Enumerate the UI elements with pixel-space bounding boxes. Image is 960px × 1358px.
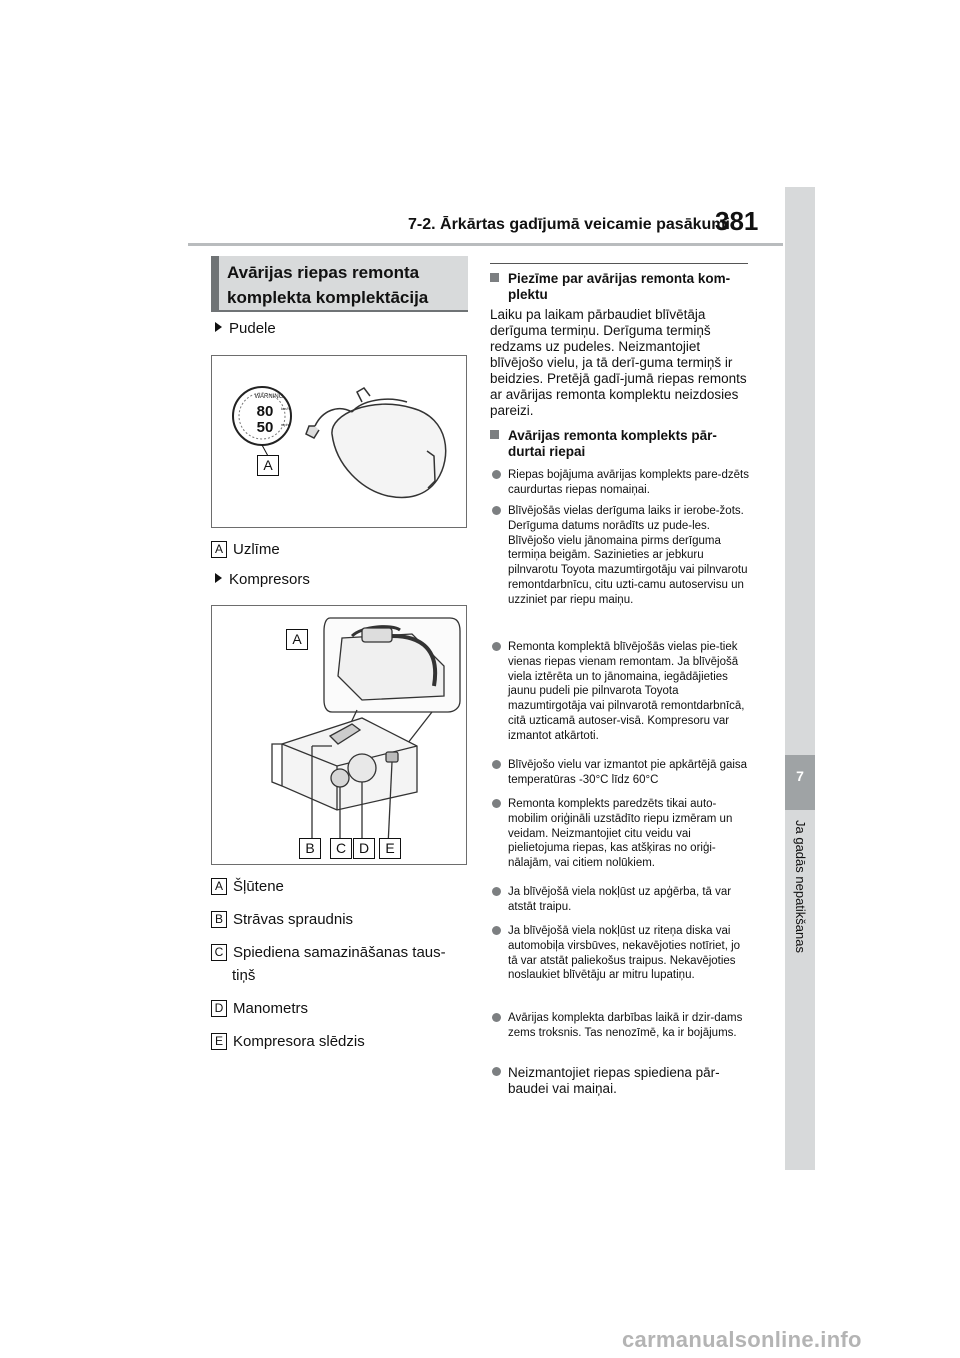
callout-legend-switch: E Kompresora slēdzis bbox=[211, 1033, 365, 1050]
svg-text:WARNING: WARNING bbox=[254, 394, 284, 400]
bottle-figure bbox=[211, 355, 467, 528]
list-item: Blīvējošās vielas derīguma laiks ir ierobe-žots. Derīguma datums norādīts uz pude-les. Blīvējošo vielu jānomaina pirms derīguma termiņa beigām. Sazinieties ar jebkuru pilnvarotu Toyota mazumtirgotāju vai pilnvarotu remontdarbnīcu, citu uzti-camu autoservisu un uzziniet par riepu maiņu. bbox=[490, 504, 752, 608]
note-paragraph: Laiku pa laikam pārbaudiet blīvētāja derīguma termiņu. Derīguma termiņš redzams uz pudeles. Neizmantojiet blīvējošo vielu, ja tā derī-guma termiņš ir beidzies. Pretējā gadī-jumā riepas remonts ar avārijas remonta komplektu neizdosies pareizi. bbox=[490, 307, 747, 418]
round-bullet-icon bbox=[492, 1013, 501, 1022]
chapter-title-vertical: Ja gadās nepatikšanas bbox=[793, 820, 808, 953]
callout-legend-gauge: D Manometrs bbox=[211, 1000, 308, 1017]
figure-callout-d: D bbox=[353, 838, 375, 859]
compressor-icon bbox=[272, 618, 460, 846]
square-bullet-icon bbox=[490, 430, 499, 439]
round-bullet-icon bbox=[492, 887, 501, 896]
round-bullet-icon bbox=[492, 506, 501, 515]
list-item: Riepas bojājuma avārijas komplekts pare-dzēts caurdurtas riepas nomaiņai. bbox=[490, 468, 752, 498]
sticker-icon bbox=[233, 387, 291, 456]
callout-legend-power-plug: B Strāvas spraudnis bbox=[211, 911, 353, 928]
kit-heading: Avārijas remonta komplekts pār-durtai riepai bbox=[490, 428, 752, 460]
round-bullet-icon bbox=[492, 926, 501, 935]
figure-callout-b: B bbox=[299, 838, 321, 859]
bottle-icon bbox=[306, 388, 446, 497]
figure-callout-e: E bbox=[379, 838, 401, 859]
bottle-heading: Pudele bbox=[215, 320, 276, 337]
note-heading: Piezīme par avārijas remonta kom-plektu bbox=[490, 271, 752, 303]
chapter-number: 7 bbox=[796, 768, 804, 784]
callout-legend-hose: A Šļūtene bbox=[211, 878, 284, 895]
list-item: Avārijas komplekta darbības laikā ir dzir-dams zems troksnis. Tas nenozīmē, ka ir bojājums. bbox=[490, 1011, 752, 1041]
watermark: carmanualsonline.info bbox=[622, 1327, 862, 1352]
section-heading bbox=[211, 256, 468, 312]
triangle-bullet-icon bbox=[215, 573, 222, 583]
round-bullet-icon bbox=[492, 799, 501, 808]
round-bullet-icon bbox=[492, 1067, 501, 1076]
list-item: Ja blīvējošā viela nokļūst uz apģērba, tā var atstāt traipu. bbox=[490, 885, 752, 915]
square-bullet-icon bbox=[490, 273, 499, 282]
round-bullet-icon bbox=[492, 760, 501, 769]
section-heading-line1: Avārijas riepas remonta bbox=[227, 263, 420, 282]
list-item: Blīvējošo vielu var izmantot pie apkārtējā gaisa temperatūras -30°C līdz 60°C bbox=[490, 758, 752, 788]
callout-legend-pressure-button-cont: tiņš bbox=[232, 967, 256, 984]
callout-legend-bottle-a: A Uzlīme bbox=[211, 541, 280, 558]
triangle-bullet-icon bbox=[215, 322, 222, 332]
svg-text:mph: mph bbox=[281, 422, 289, 427]
figure-callout-c: C bbox=[330, 838, 352, 859]
header-rule bbox=[188, 243, 783, 246]
compressor-figure bbox=[211, 605, 467, 865]
list-item: Neizmantojiet riepas spiediena pār-baudei vai maiņai. bbox=[490, 1065, 752, 1097]
round-bullet-icon bbox=[492, 470, 501, 479]
callout-legend-pressure-button: C Spiediena samazināšanas taus- bbox=[211, 944, 446, 961]
figure-callout-a: A bbox=[257, 455, 279, 476]
svg-text:km/h: km/h bbox=[281, 406, 290, 411]
page-number: 381 bbox=[715, 206, 759, 236]
list-item: Remonta komplektā blīvējošās vielas pie-tiek vienas riepas vienam remontam. Ja blīvējošā viela iztērēta un to jānomaina, iegādājieties jaunu pudeli pie pilnvarota Toyota mazumtirgotāja vai pilnvarotā remontdarbnīcā, citā uzticamā autoser-visā. Kompresoru var izmantot atkārtoti. bbox=[490, 640, 752, 744]
list-item: Remonta komplekts paredzēts tikai auto-mobilim oriģināli uzstādīto riepu izmēram un veidam. Neizmantojiet citu veidu vai pielietojuma riepas, kas atšķiras no oriģi-nālajām, vai citiem nolūkiem. bbox=[490, 797, 752, 871]
svg-text:50: 50 bbox=[256, 419, 274, 436]
bottle-illustration bbox=[212, 356, 466, 527]
list-item: Ja blīvējošā viela nokļūst uz riteņa diska vai automobiļa virsbūves, nekavējoties notīriet, jo tā var atstāt paliekošus traipus. Nekavējoties noslaukiet blīvētāju ar mitru lupatiņu. bbox=[490, 924, 752, 983]
round-bullet-icon bbox=[492, 642, 501, 651]
compressor-illustration bbox=[212, 606, 466, 864]
figure-callout-a: A bbox=[286, 629, 308, 650]
section-heading-line2: komplekta komplektācija bbox=[227, 288, 429, 307]
running-header-title: 7-2. Ārkārtas gadījumā veicamie pasākumi bbox=[408, 216, 730, 233]
svg-text:80: 80 bbox=[256, 403, 274, 420]
compressor-heading: Kompresors bbox=[215, 571, 310, 588]
note-rule bbox=[490, 263, 748, 264]
chapter-side-tab bbox=[785, 187, 815, 1170]
